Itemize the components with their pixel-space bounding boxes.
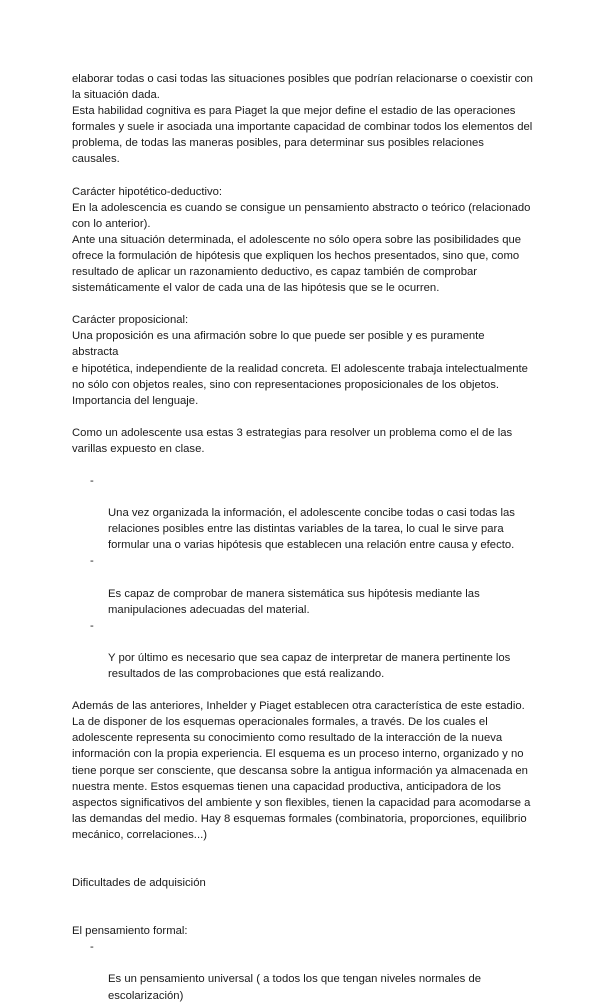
document-content (72, 71, 534, 1004)
list-item-text: Es capaz de comprobar de manera sistemática sus hipótesis mediante las manipulaciones adecuadas del material. (108, 587, 480, 616)
list-item-text: Es un pensamiento universal ( a todos los que tengan niveles normales de escolarización) (108, 973, 482, 1002)
dash-bullet: - (90, 474, 94, 487)
intro-line: elaborar todas o casi todas las situaciones posibles que podrían relacionarse o coexistir con la situación dada. (72, 73, 533, 102)
list-item-text: Y por último es necesario que sea capaz de interpretar de manera pertinente los resultados de las comprobaciones que está realizando. (108, 652, 511, 681)
dash-bullet: - (90, 619, 94, 632)
pensamiento-formal-list (72, 939, 534, 1003)
list-item (72, 473, 534, 553)
hipotetico-heading: Carácter hipotético-deductivo: (72, 185, 223, 198)
hipotetico-paragraph-1: En la adolescencia es cuando se consigue un pensamiento abstracto o teórico (relacionado con lo anterior). (72, 201, 531, 230)
proposicional-paragraph-2: Importancia del lenguaje. (72, 394, 199, 407)
list-item (72, 939, 534, 1003)
dificultades-heading: Dificultades de adquisición (72, 877, 206, 890)
intro-piaget-paragraph: Esta habilidad cognitiva es para Piaget la que mejor define el estadio de las operaciones formales y suele ir asociada una importante capacidad de combinar todos los elementos del problema, de todas las maneras posibles, para determinar sus posibles relaciones causales. (72, 105, 533, 166)
estrategias-intro: Como un adolescente usa estas 3 estrategias para resolver un problema como el de las varillas expuesto en clase. (72, 426, 513, 455)
pensamiento-formal-heading: El pensamiento formal: (72, 925, 188, 938)
dash-bullet: - (90, 555, 94, 568)
hipotetico-paragraph-2: Ante una situación determinada, el adolescente no sólo opera sobre las posibilidades que ofrece la formulación de hipótesis que expliquen los hechos presentados, sino que, como resultado de aplicar un razonamiento deductivo, es capaz también de comprobar sistemáticamente el valor de cada una de las hipótesis que se le ocurren. (72, 233, 522, 295)
list-item-text: Una vez organizada la información, el adolescente concibe todas o casi todas las relaciones posibles entre las distintas variables de la tarea, lo cual le sirve para formular una o varias hipótesis que establecen una relación entre causa y efecto. (108, 507, 515, 552)
esquemas-paragraph: Además de las anteriores, Inhelder y Piaget establecen otra característica de este estadio. La de disponer de los esquemas operacionales formales, a través. De los cuales el adolescente representa su conocimiento como resultado de la interacción de la nueva información con la propia experiencia. El esquema es un proceso interno, organizado y no tiene porque ser consciente, que descansa sobre la antigua información ya almacenada en nuestra mente. Estos esquemas tienen una capacidad productiva, anticipadora de los aspectos significativos del ambiente y son flexibles, tienen la capacidad para acomodarse a las demandas del medio. Hay 8 esquemas formales (combinatoria, proporciones, equilibrio mecánico, correlaciones...) (72, 700, 531, 841)
dash-bullet: - (90, 941, 94, 954)
proposicional-paragraph-1: Una proposición es una afirmación sobre lo que puede ser posible y es puramente abstracta e hipotética, independiente de la realidad concreta. El adolescente trabaja intelectualmente no sólo con objetos reales, sino con representaciones proposicionales de los objetos. (72, 330, 528, 391)
estrategias-list (72, 473, 534, 682)
proposicional-heading: Carácter proposicional: (72, 314, 189, 327)
list-item (72, 618, 534, 682)
list-item (72, 553, 534, 617)
